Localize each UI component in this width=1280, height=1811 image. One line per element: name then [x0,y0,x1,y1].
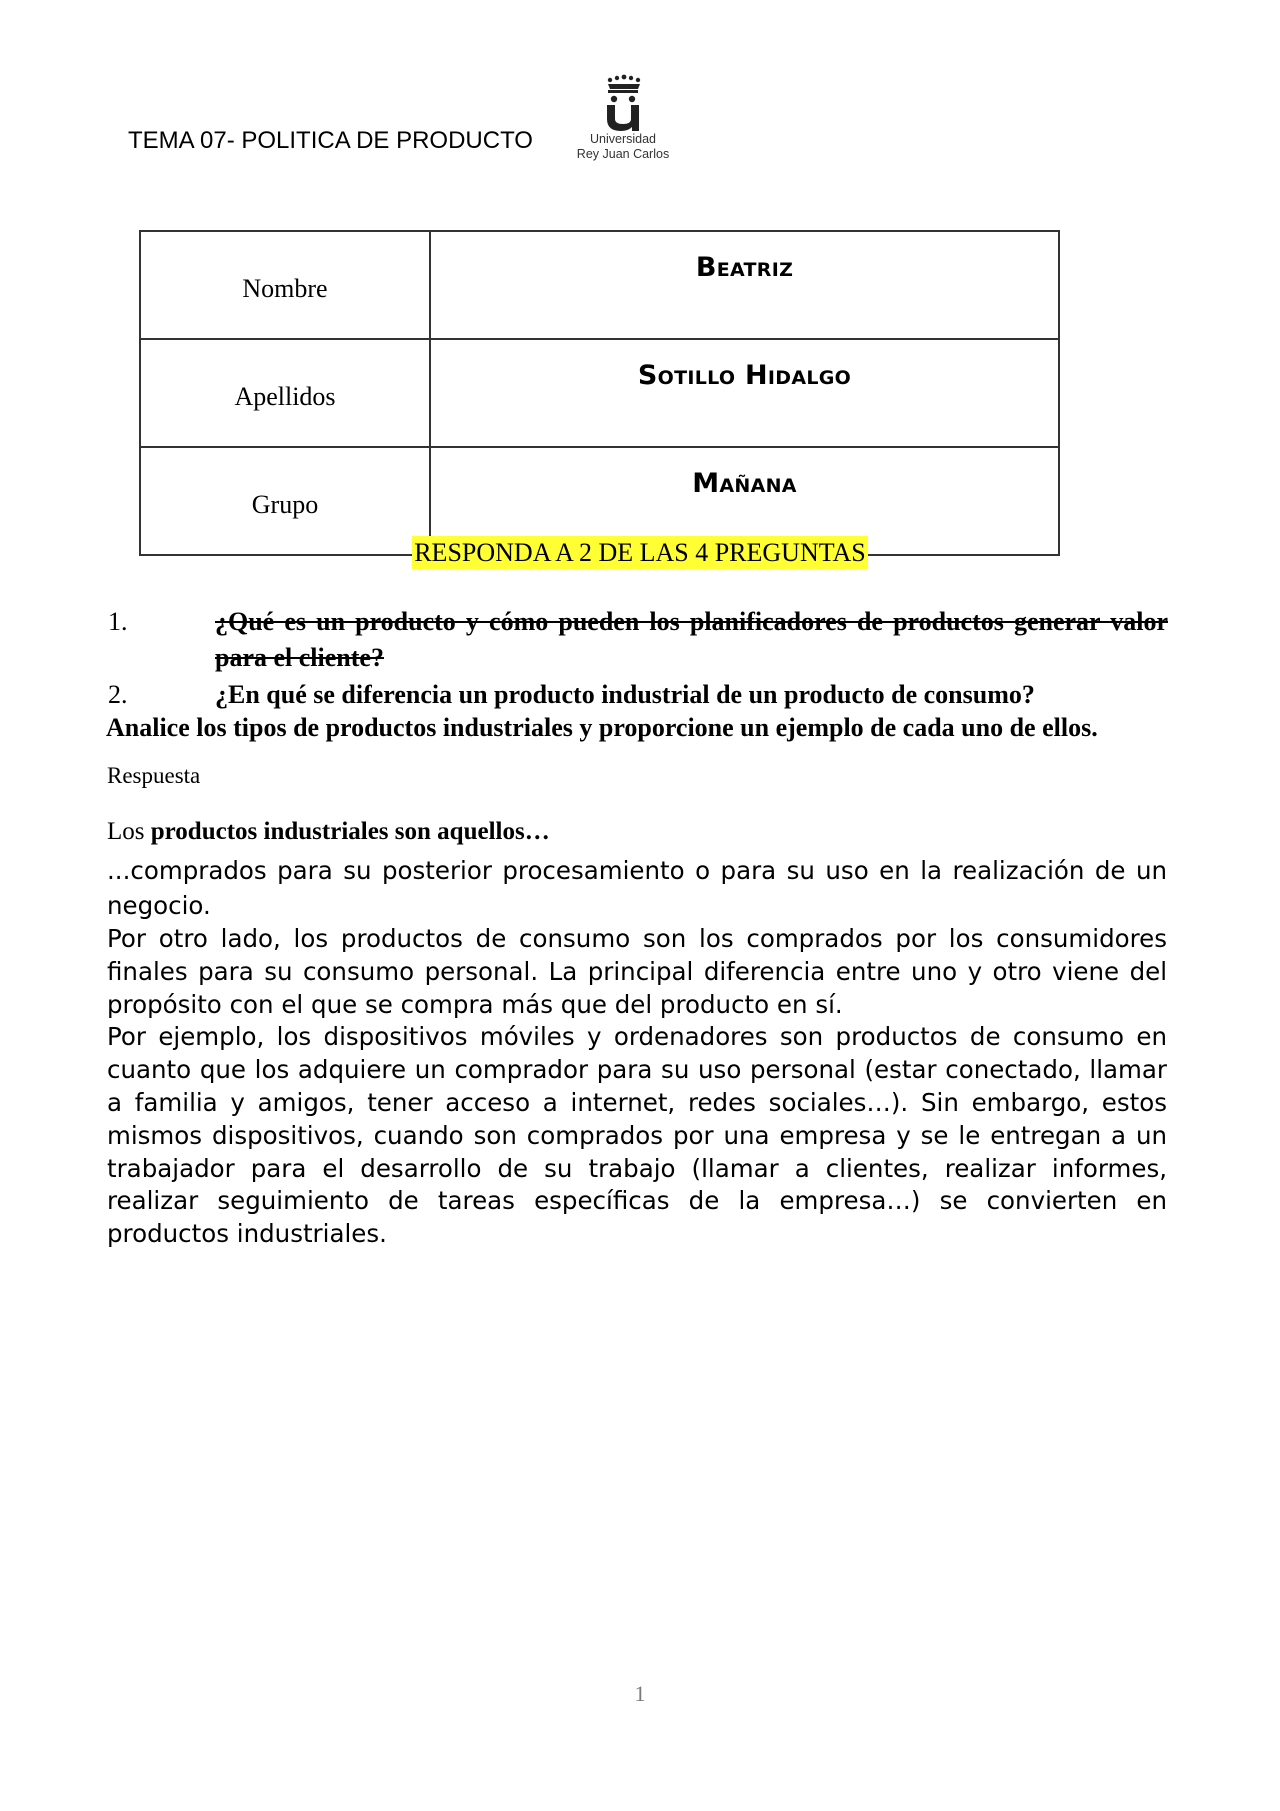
question-2-continuation: Analice los tipos de productos industriales y proporcione un ejemplo de cada uno de ellos. [106,713,1098,742]
instruction-text: RESPONDA A 2 DE LAS 4 PREGUNTAS [414,538,866,567]
answer-paragraph-3: Por ejemplo, los dispositivos móviles y ordenadores son productos de consumo en cuanto que los adquiere un comprador para su uso personal (estar conectado, llamar a familia y amigos, tener acceso a internet, redes sociales…). Sin embargo, estos mismos dispositivos, cuando son comprados por una empresa y se le entregan a un trabajador para el desarrollo de su trabajo (llamar a clientes, realizar informes, realizar seguimiento de tareas específicas de la empresa…) se convierten en productos industriales. [107,1022,1167,1249]
question-text: ¿Qué es un producto y cómo pueden los planificadores de productos generar valor para el cliente? [215,607,1168,672]
question-number: 2. [108,680,128,709]
answer-label: Respuesta [107,763,201,788]
urjc-emblem-icon [598,74,648,132]
student-info-table [139,230,1060,556]
answer-intro-bold: productos industriales son aquellos… [150,818,550,845]
university-logo [568,74,678,178]
question-1 [108,604,1168,676]
name-label: Nombre [140,231,430,339]
group-label: Grupo [140,447,430,555]
table-row [140,339,1059,447]
answer-intro [107,818,550,846]
name-value: Beatriz [430,231,1059,339]
question-text: ¿En qué se diferencia un producto industrial de un producto de consumo? [215,680,1035,709]
answer-paragraph-2: Por otro lado, los productos de consumo son los comprados por los consumidores finales para su consumo personal. La principal diferencia entre uno y otro viene del propósito con el que se compra más que del producto en sí. [107,924,1167,1019]
surname-label: Apellidos [140,339,430,447]
group-value: Mañana [430,447,1059,555]
logo-line-2: Rey Juan Carlos [576,147,670,161]
table-row [140,231,1059,339]
page-number: 1 [634,1681,646,1706]
surname-value: Sotillo Hidalgo [430,339,1059,447]
document-title: TEMA 07- POLITICA DE PRODUCTO [128,127,533,154]
instruction-banner [0,538,1280,568]
question-number: 1. [108,607,128,636]
logo-line-1: Universidad [589,132,656,146]
question-2 [108,677,1168,713]
answer-body [107,853,1167,1251]
answer-intro-plain: Los [107,818,151,845]
answer-paragraph-1: ...comprados para su posterior procesamiento o para su uso en la realización de un negocio. [107,856,1167,920]
